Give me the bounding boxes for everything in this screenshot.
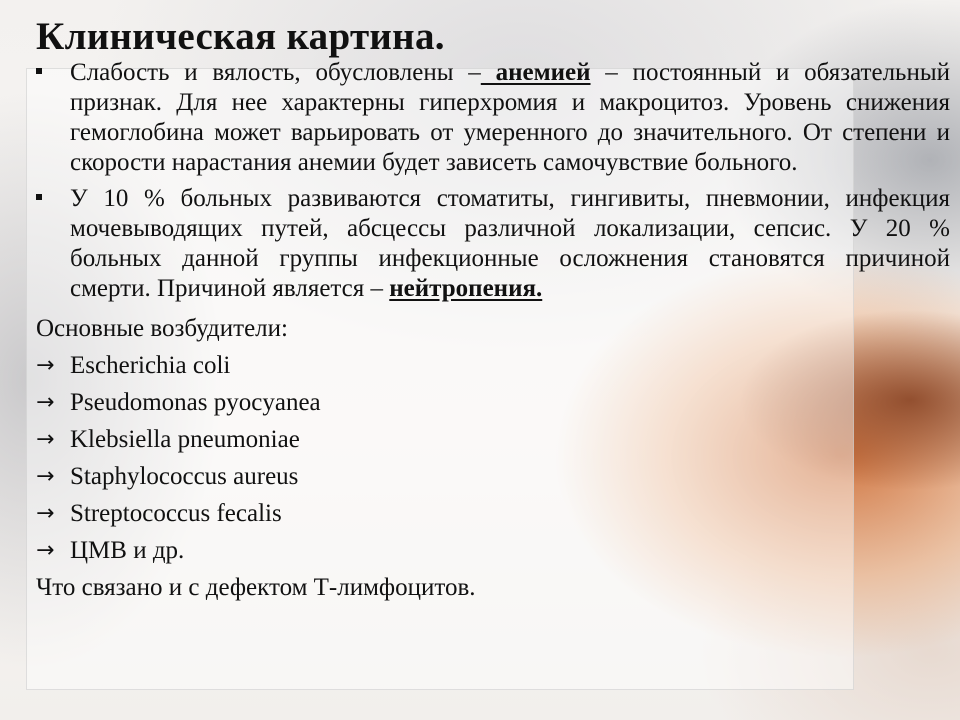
pathogen-list [36, 347, 950, 569]
slide-title: Клиническая картина. [36, 15, 445, 58]
pathogen-item [36, 384, 950, 421]
bullet-text-after: – постоянный и обязательный признак. Для нее характерны гиперхромия и макроцитоз. Уровень снижения гемоглобина может варьировать от умеренного до значительного. От степени и скорости нарастания анемии будет зависеть самочувствие больного. [70, 59, 951, 176]
pathogen-item [36, 458, 950, 495]
pathogen-name: Escherichia coli [70, 352, 231, 379]
pathogen-name: Pseudomonas pyocyanea [70, 389, 321, 416]
pathogen-name: ЦМВ и др. [70, 537, 185, 564]
pathogen-item [36, 532, 950, 569]
bullet-item-anemia [36, 58, 950, 178]
right-arrow-icon: → [36, 427, 55, 452]
square-bullet-icon [36, 194, 42, 200]
pathogens-heading: Основные возбудители: [36, 315, 288, 342]
pathogen-item [36, 347, 950, 384]
bullet-emphasis-anemia: анемией [480, 59, 591, 86]
bullet-text-before: У 10 % больных развиваются стоматиты, гингивиты, пневмонии, инфекция мочевыводящих путей, абсцессы различной локализации, сепсис. У 20 % больных данной группы инфекционные осложнения становятся причиной смерти. Причиной является – [70, 185, 950, 302]
footer-line: Что связано и с дефектом Т-лимфоцитов. [36, 574, 476, 601]
right-arrow-icon: → [36, 464, 55, 489]
slide-content [36, 58, 950, 606]
pathogen-item [36, 495, 950, 532]
pathogen-name: Staphylococcus aureus [70, 463, 299, 490]
pathogen-name: Klebsiella pneumoniae [70, 426, 300, 453]
pathogen-item [36, 421, 950, 458]
right-arrow-icon: → [36, 538, 55, 563]
bullet-item-neutropenia [36, 184, 950, 304]
bullet-text-before: Слабость и вялость, обусловлены – [70, 59, 481, 86]
pathogen-name: Streptococcus fecalis [70, 500, 282, 527]
right-arrow-icon: → [36, 353, 55, 378]
square-bullet-icon [36, 68, 42, 74]
bullet-list [36, 58, 950, 304]
right-arrow-icon: → [36, 501, 55, 526]
bullet-emphasis-neutropenia: нейтропения. [389, 275, 543, 302]
right-arrow-icon: → [36, 390, 55, 415]
